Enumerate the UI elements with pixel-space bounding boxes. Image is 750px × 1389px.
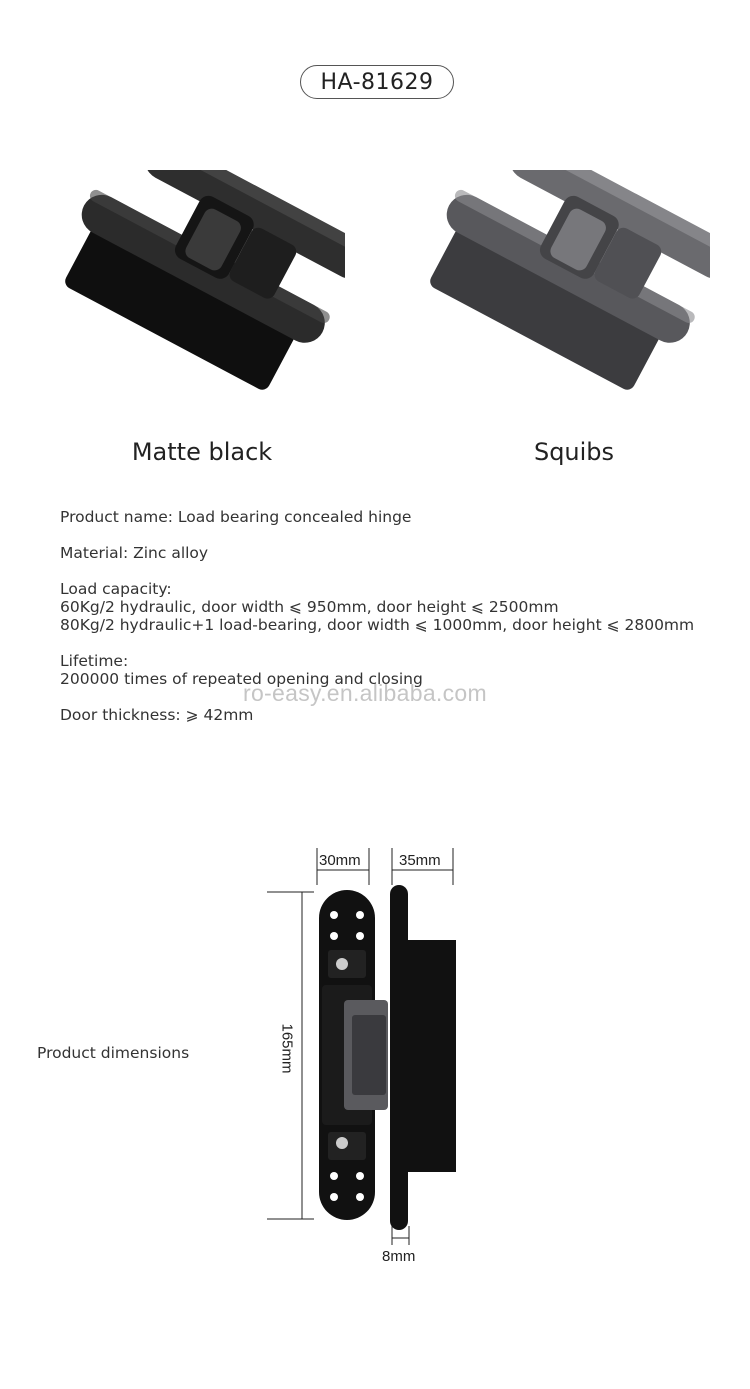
hinge-image-squibs: [410, 170, 710, 420]
spec-material: Material: Zinc alloy: [60, 544, 209, 562]
spec-door-thickness: Door thickness: ⩾ 42mm: [60, 706, 254, 724]
watermark: ro-easy.en.alibaba.com: [243, 680, 487, 706]
dimension-label-height: 165mm: [278, 1023, 296, 1074]
spec-load-capacity-line: 80Kg/2 hydraulic+1 load-bearing, door width ⩽ 1000mm, door height ⩽ 2800mm: [60, 616, 695, 634]
spec-product-name: Product name: Load bearing concealed hinge: [60, 508, 412, 526]
spec-load-capacity-title: Load capacity:: [60, 580, 172, 598]
model-code-badge: HA-81629: [300, 65, 454, 99]
spec-lifetime-title: Lifetime:: [60, 652, 129, 670]
dimension-drawing: [262, 840, 492, 1280]
variant-label-matte-black: Matte black: [131, 438, 273, 466]
dimension-label-body-width: 35mm: [399, 852, 441, 869]
hinge-image-matte-black: [45, 170, 345, 420]
dimension-label-plate-width: 30mm: [319, 852, 361, 869]
spec-lifetime-value: 200000 times of repeated opening and closing: [60, 670, 423, 688]
dimension-label-depth: 8mm: [382, 1248, 416, 1265]
dimensions-caption: Product dimensions: [37, 1044, 190, 1062]
spec-load-capacity-line: 60Kg/2 hydraulic, door width ⩽ 950mm, door height ⩽ 2500mm: [60, 598, 559, 616]
variant-label-squibs: Squibs: [533, 438, 615, 466]
